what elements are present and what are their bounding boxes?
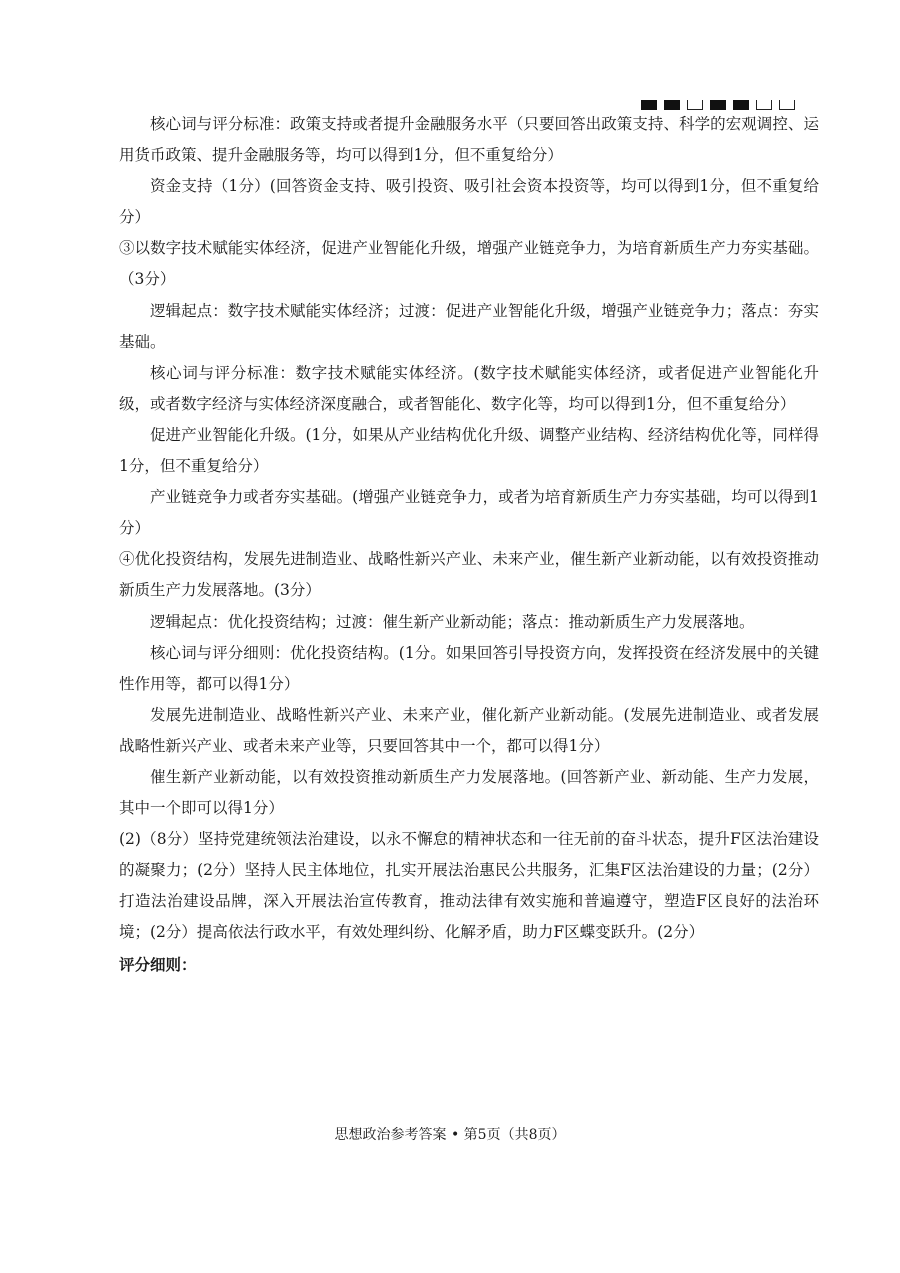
answer-paragraph: 产业链竞争力或者夯实基础。(增强产业链竞争力，或者为培育新质生产力夯实基础，均可以得到1分） xyxy=(119,488,819,538)
answer-paragraph: 资金支持（1分）(回答资金支持、吸引投资、吸引社会资本投资等，均可以得到1分，但不重复给分） xyxy=(119,177,819,227)
answer-paragraph: ④优化投资结构，发展先进制造业、战略性新兴产业、未来产业，催生新产业新动能，以有效投资推动新质生产力发展落地。(3分） xyxy=(119,550,819,600)
answer-paragraph: 核心词与评分标准：数字技术赋能实体经济。(数字技术赋能实体经济，或者促进产业智能化升级，或者数字经济与实体经济深度融合，或者智能化、数字化等，均可以得到1分，但不重复给分） xyxy=(119,363,819,413)
answer-paragraph: 催生新产业新动能，以有效投资推动新质生产力发展落地。(回答新产业、新动能、生产力发展，其中一个即可以得1分） xyxy=(119,767,819,818)
answer-paragraph: ③以数字技术赋能实体经济，促进产业智能化升级，增强产业链竞争力，为培育新质生产力夯实基础。（3分） xyxy=(119,239,819,289)
section-heading: 评分细则： xyxy=(119,954,197,974)
answer-paragraph: 逻辑起点：数字技术赋能实体经济；过渡：促进产业智能化升级，增强产业链竞争力；落点：夯实基础。 xyxy=(119,301,819,351)
answer-paragraph: (2)（8分）坚持党建统领法治建设，以永不懈怠的精神状态和一往无前的奋斗状态，提升F区法治建设的凝聚力；(2分）坚持人民主体地位，扎实开展法治惠民公共服务，汇集F区法治建设的力量；(2分）打造法治建设品牌，深入开展法治宣传教育，推动法律有效实施和普遍遵守，塑造F区良好的法治环境；(2分）提高依法行政水平，有效处理纠纷、化解矛盾，助力F区蝶变跃升。(2分） xyxy=(119,830,819,942)
answer-paragraph: 核心词与评分细则：优化投资结构。(1分。如果回答引导投资方向，发挥投资在经济发展中的关键性作用等，都可以得1分） xyxy=(119,643,819,693)
page-footer: 思想政治参考答案 • 第5页（共8页） xyxy=(334,1127,566,1143)
answer-content xyxy=(119,109,819,980)
answer-paragraph: 发展先进制造业、战略性新兴产业、未来产业，催化新产业新动能。(发展先进制造业、或者发展战略性新兴产业、或者未来产业等，只要回答其中一个，都可以得1分） xyxy=(119,705,819,755)
answer-paragraph: 促进产业智能化升级。(1分，如果从产业结构优化升级、调整产业结构、经济结构优化等，同样得1分，但不重复给分） xyxy=(119,425,819,476)
answer-paragraph: 逻辑起点：优化投资结构；过渡：催生新产业新动能；落点：推动新质生产力发展落地。 xyxy=(150,612,755,631)
answer-paragraph: 核心词与评分标准：政策支持或者提升金融服务水平（只要回答出政策支持、科学的宏观调控、运用货币政策、提升金融服务等，均可以得到1分，但不重复给分） xyxy=(119,115,819,165)
